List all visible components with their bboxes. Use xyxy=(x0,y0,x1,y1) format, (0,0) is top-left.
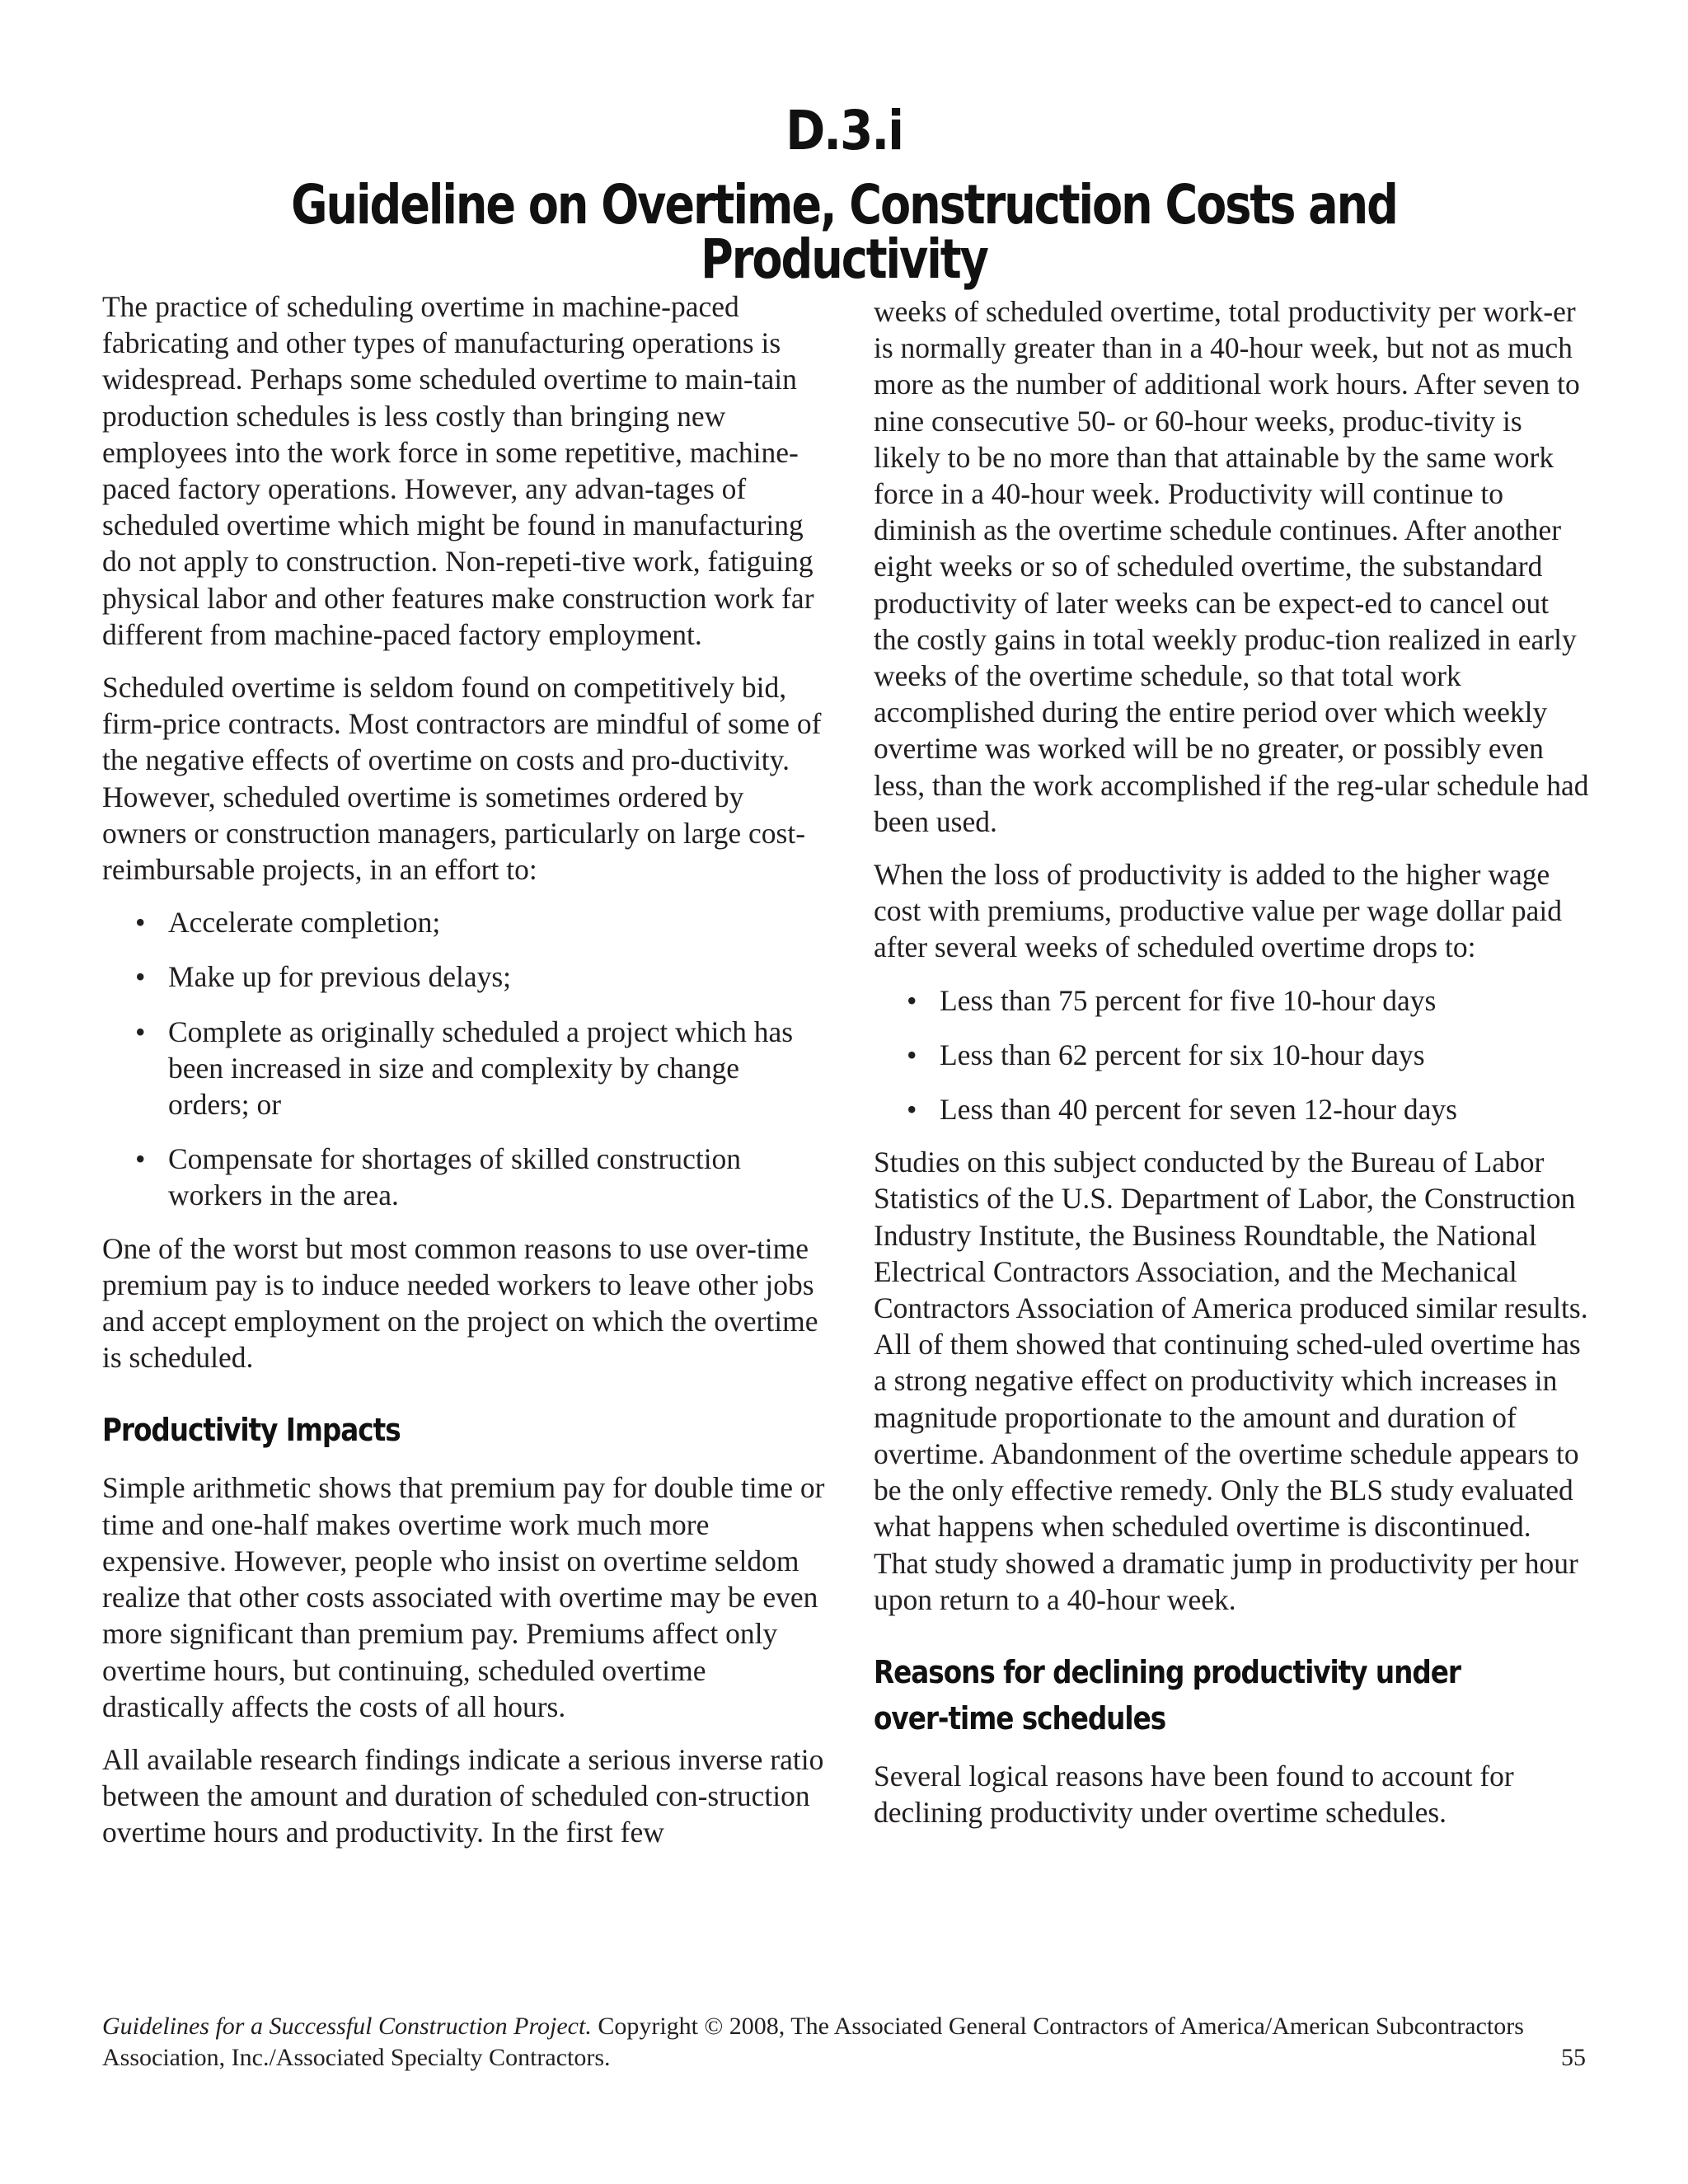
list-item xyxy=(102,1014,828,1123)
list-item xyxy=(874,1037,1591,1073)
bullet-icon: • xyxy=(907,1038,917,1071)
bullet-icon: • xyxy=(135,1015,146,1048)
footer-copyright: Copyright © 2008, The Associated General Contractors of America/American Subcontractors Association, Inc./Associated Specialty Contractors. xyxy=(102,2013,1524,2071)
paragraph: Scheduled overtime is seldom found on competitively bid, firm-price contracts. Most contractors are mindful of some of the negative effects of overtime on costs and pro-ductivity. However, scheduled overtime is sometimes ordered by owners or construction managers, particularly on large cost-reimbursable projects, in an effort to: xyxy=(102,671,822,887)
list-item xyxy=(874,1091,1591,1127)
bullet-icon: • xyxy=(907,1093,917,1127)
list-item-text: Less than 75 percent for five 10-hour days xyxy=(940,983,1437,1017)
section-number: D.3.i xyxy=(785,99,903,162)
right-column xyxy=(874,293,1591,1847)
bullet-list xyxy=(102,904,828,1213)
section-heading-text: Productivity Impacts xyxy=(102,1412,401,1449)
left-column xyxy=(102,288,828,1868)
bullet-icon: • xyxy=(907,983,917,1017)
list-item-text: Less than 40 percent for seven 12-hour days xyxy=(940,1093,1457,1127)
bullet-icon: • xyxy=(135,906,146,940)
list-item-text: Less than 62 percent for six 10-hour days xyxy=(940,1038,1425,1071)
list-item xyxy=(102,958,828,995)
list-item-text: Compensate for shortages of skilled construction workers in the area. xyxy=(168,1142,742,1212)
footer-source-title: Guidelines for a Successful Construction Project. xyxy=(102,2013,592,2040)
list-item-text: Make up for previous delays; xyxy=(168,960,512,994)
list-item-text: Accelerate completion; xyxy=(168,906,441,940)
bullet-icon: • xyxy=(135,960,146,994)
paragraph: Simple arithmetic shows that premium pay for double time or time and one-half makes overtime work much more expensive. However, people who insist on overtime seldom realize that other costs associated with overtime may be even more significant than premium pay. Premiums affect only overtime hours, but continuing, scheduled overtime drastically affects the costs of all hours. xyxy=(102,1471,825,1723)
list-item xyxy=(102,1141,828,1213)
page-title: Guideline on Overtime, Construction Costs and Productivity xyxy=(291,173,1397,291)
paragraph: Studies on this subject conducted by the Bureau of Labor Statistics of the U.S. Department of Labor, the Construction Industry Institute, the Business Roundtable, the National Electrical Contractors Association, and the Mechanical Contractors Association of America produced similar results. All of them showed that continuing sched-uled overtime has a strong negative effect on productivity which increases in magnitude proportionate to the amount and duration of overtime. Abandonment of the overtime schedule appears to be the only effective remedy. Only the BLS study evaluated what happens when scheduled overtime is discontinued. That study showed a dramatic jump in productivity per hour upon return to a 40-hour week. xyxy=(874,1146,1588,1616)
paragraph: All available research findings indicate a serious inverse ratio between the amount and duration of scheduled con-struction overtime hours and productivity. In the first few xyxy=(102,1742,824,1849)
list-item xyxy=(874,982,1591,1019)
footer-citation xyxy=(102,2011,1586,2074)
page-number: 55 xyxy=(1561,2044,1586,2071)
list-item-text: Complete as originally scheduled a project which has been increased in size and complexity by change orders; or xyxy=(168,1015,794,1122)
section-heading xyxy=(102,1407,828,1453)
section-heading xyxy=(874,1649,1591,1741)
paragraph: The practice of scheduling overtime in machine-paced fabricating and other types of manufacturing operations is widespread. Perhaps some scheduled overtime to main-tain production schedules is less costly than bringing new employees into the work force in some repetitive, machine-paced factory operations. However, any advan-tages of scheduled overtime which might be found in manufacturing do not apply to construction. Non-repeti-tive work, fatiguing physical labor and other features make construction work far different from machine-paced factory employment. xyxy=(102,290,814,651)
paragraph: When the loss of productivity is added to the higher wage cost with premiums, productive value per wage dollar paid after several weeks of scheduled overtime drops to: xyxy=(874,858,1562,964)
paragraph: weeks of scheduled overtime, total productivity per work-er is normally greater than in a 40-hour week, but not as much more as the number of additional work hours. After seven to nine consecutive 50- or 60-hour weeks, produc-tivity is likely to be no more than that attainable by the same work force in a 40-hour week. Productivity will continue to diminish as the overtime schedule continues. After another eight weeks or so of scheduled overtime, the substandard productivity of later weeks can be expect-ed to cancel out the costly gains in total weekly produc-tion realized in early weeks of the overtime schedule, so that total work accomplished during the entire period over which weekly overtime was worked will be no greater, or possibly even less, than the work accomplished if the reg-ular schedule had been used. xyxy=(874,295,1589,838)
paragraph: Several logical reasons have been found to account for declining productivity under overtime schedules. xyxy=(874,1759,1514,1830)
bullet-list xyxy=(874,982,1591,1128)
list-item xyxy=(102,904,828,940)
section-heading-text: Reasons for declining productivity under over-time schedules xyxy=(874,1653,1461,1736)
bullet-icon: • xyxy=(135,1142,146,1176)
paragraph: One of the worst but most common reasons to use over-time premium pay is to induce needed workers to leave other jobs and accept employment on the project on which the overtime is scheduled. xyxy=(102,1231,818,1375)
